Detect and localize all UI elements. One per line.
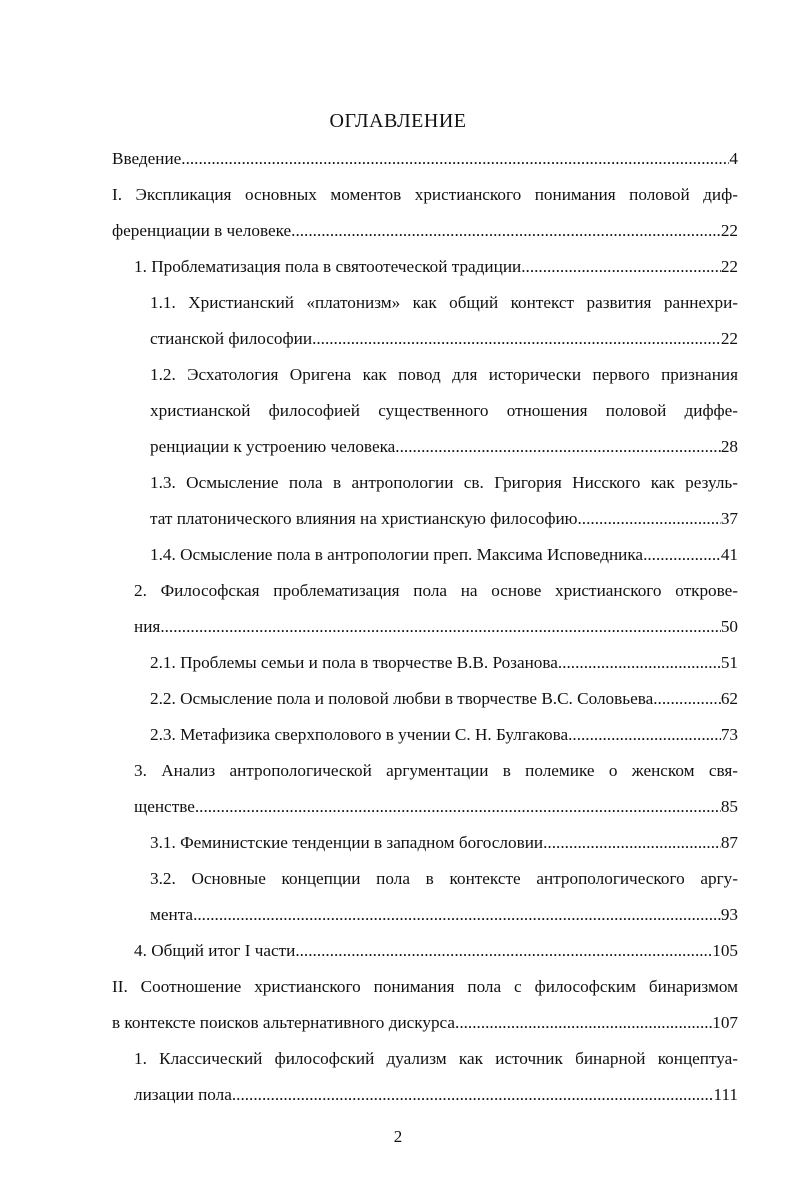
toc-entry-text: 1. Проблематизация пола в святоотеческой традиции bbox=[134, 257, 522, 276]
toc-entry-p2ch1[interactable] bbox=[134, 1083, 738, 1107]
toc-entry-part2-line1[interactable]: II. Соотношение христианского понимания пола с философским бинаризмом bbox=[112, 977, 738, 996]
toc-page-number: 28 bbox=[720, 437, 738, 456]
toc-entry-ch2-line1[interactable]: 2. Философская проблематизация пола на основе христианского открове- bbox=[134, 581, 738, 600]
toc-entry-text: 1.4. Осмысление пола в антропологии преп. Максима Исповедника bbox=[150, 545, 644, 564]
toc-page-number: 87 bbox=[720, 833, 738, 852]
toc-leader-dots bbox=[295, 939, 712, 963]
toc-entry-s1-2[interactable] bbox=[150, 435, 738, 459]
toc-entry-s1-3[interactable] bbox=[150, 507, 738, 531]
toc-entry-part2[interactable] bbox=[112, 1011, 738, 1035]
toc-leader-dots bbox=[653, 687, 721, 711]
toc-entry-s1-3-line1[interactable]: 1.3. Осмысление пола в антропологии св. Григория Нисского как резуль- bbox=[150, 473, 738, 492]
toc-entry-text: 3.1. Феминистские тенденции в западном богословии bbox=[150, 833, 544, 852]
toc-entry-ch3[interactable] bbox=[134, 795, 738, 819]
toc-page-number: 107 bbox=[712, 1013, 738, 1032]
toc-page-number: 37 bbox=[720, 509, 738, 528]
toc-leader-dots bbox=[232, 1083, 714, 1107]
toc-entry-s2-3[interactable] bbox=[150, 723, 738, 747]
toc-page-number: 73 bbox=[720, 725, 738, 744]
toc-entry-s2-1[interactable] bbox=[150, 651, 738, 675]
toc-entry-text: мента bbox=[150, 905, 194, 924]
toc-leader-dots bbox=[578, 507, 721, 531]
toc-entry-ch4[interactable] bbox=[134, 939, 738, 963]
toc-entry-s3-1[interactable] bbox=[150, 831, 738, 855]
toc-entry-text: 4. Общий итог I части bbox=[134, 941, 296, 960]
toc-entry-s1-2-line2[interactable]: христианской философией существенного отношения половой диффе- bbox=[150, 401, 738, 420]
toc-leader-dots bbox=[521, 255, 721, 279]
toc-entry-text: 2.3. Метафизика сверхполового в учении С. Н. Булгакова bbox=[150, 725, 569, 744]
toc-entry-text: лизации пола bbox=[134, 1085, 232, 1104]
toc-entry-ch3-line1[interactable]: 3. Анализ антропологической аргументации в полемике о женском свя- bbox=[134, 761, 738, 780]
toc-page-number: 50 bbox=[720, 617, 738, 636]
page-number: 2 bbox=[393, 1127, 403, 1146]
toc-page-number: 111 bbox=[713, 1085, 738, 1104]
toc-entry-part1-line1[interactable]: I. Экспликация основных моментов христианского понимания половой диф- bbox=[112, 185, 738, 204]
toc-page-number: 41 bbox=[720, 545, 738, 564]
toc-entry-s3-2-line1[interactable]: 3.2. Основные концепции пола в контексте антропологического аргу- bbox=[150, 869, 738, 888]
toc-entry-part1[interactable] bbox=[112, 219, 738, 243]
toc-leader-dots bbox=[193, 903, 721, 927]
toc-entry-ch1[interactable] bbox=[134, 255, 738, 279]
toc-entry-text: 2.2. Осмысление пола и половой любви в творчестве В.С. Соловьева bbox=[150, 689, 654, 708]
toc-page-number: 93 bbox=[720, 905, 738, 924]
toc-entry-text: в контексте поисков альтернативного дискурса bbox=[112, 1013, 456, 1032]
toc-leader-dots bbox=[395, 435, 721, 459]
toc-leader-dots bbox=[643, 543, 721, 567]
toc-page-number: 105 bbox=[712, 941, 738, 960]
toc-leader-dots bbox=[160, 615, 721, 639]
toc-entry-text: ния bbox=[134, 617, 161, 636]
toc-entry-s1-1[interactable] bbox=[150, 327, 738, 351]
toc-entry-text: ференциации в человеке bbox=[112, 221, 292, 240]
toc-leader-dots bbox=[181, 147, 729, 171]
toc-page-number: 22 bbox=[720, 257, 738, 276]
toc-entry-text: тат платонического влияния на христианскую философию bbox=[150, 509, 578, 528]
toc-leader-dots bbox=[312, 327, 721, 351]
toc-leader-dots bbox=[291, 219, 721, 243]
toc-entry-text: стианской философии bbox=[150, 329, 313, 348]
toc-page-number: 22 bbox=[720, 221, 738, 240]
toc-leader-dots bbox=[558, 651, 721, 675]
toc-entry-text: 2.1. Проблемы семьи и пола в творчестве В.В. Розанова bbox=[150, 653, 558, 672]
toc-entry-s1-4[interactable] bbox=[150, 543, 738, 567]
toc-entry-s1-2-line1[interactable]: 1.2. Эсхатология Оригена как повод для исторически первого признания bbox=[150, 365, 738, 384]
toc-page-number: 85 bbox=[720, 797, 738, 816]
toc-entry-s2-2[interactable] bbox=[150, 687, 738, 711]
toc-leader-dots bbox=[568, 723, 721, 747]
toc-entry-s1-1-line1[interactable]: 1.1. Христианский «платонизм» как общий контекст развития раннехри- bbox=[150, 293, 738, 312]
toc-leader-dots bbox=[195, 795, 721, 819]
toc-page-number: 22 bbox=[720, 329, 738, 348]
toc-page-number: 4 bbox=[729, 149, 738, 168]
toc-page-number: 51 bbox=[720, 653, 738, 672]
toc-leader-dots bbox=[455, 1011, 712, 1035]
toc-entry-text: Введение bbox=[112, 149, 182, 168]
toc-entry-intro[interactable] bbox=[112, 147, 738, 171]
toc-leader-dots bbox=[543, 831, 721, 855]
toc-entry-text: ренциации к устроению человека bbox=[150, 437, 396, 456]
page-title: ОГЛАВЛЕНИЕ bbox=[329, 110, 467, 132]
toc-entry-text: щенстве bbox=[134, 797, 195, 816]
toc-page-number: 62 bbox=[720, 689, 738, 708]
toc-entry-s3-2[interactable] bbox=[150, 903, 738, 927]
toc-entry-ch2[interactable] bbox=[134, 615, 738, 639]
toc-entry-p2ch1-line1[interactable]: 1. Классический философский дуализм как источник бинарной концептуа- bbox=[134, 1049, 738, 1068]
